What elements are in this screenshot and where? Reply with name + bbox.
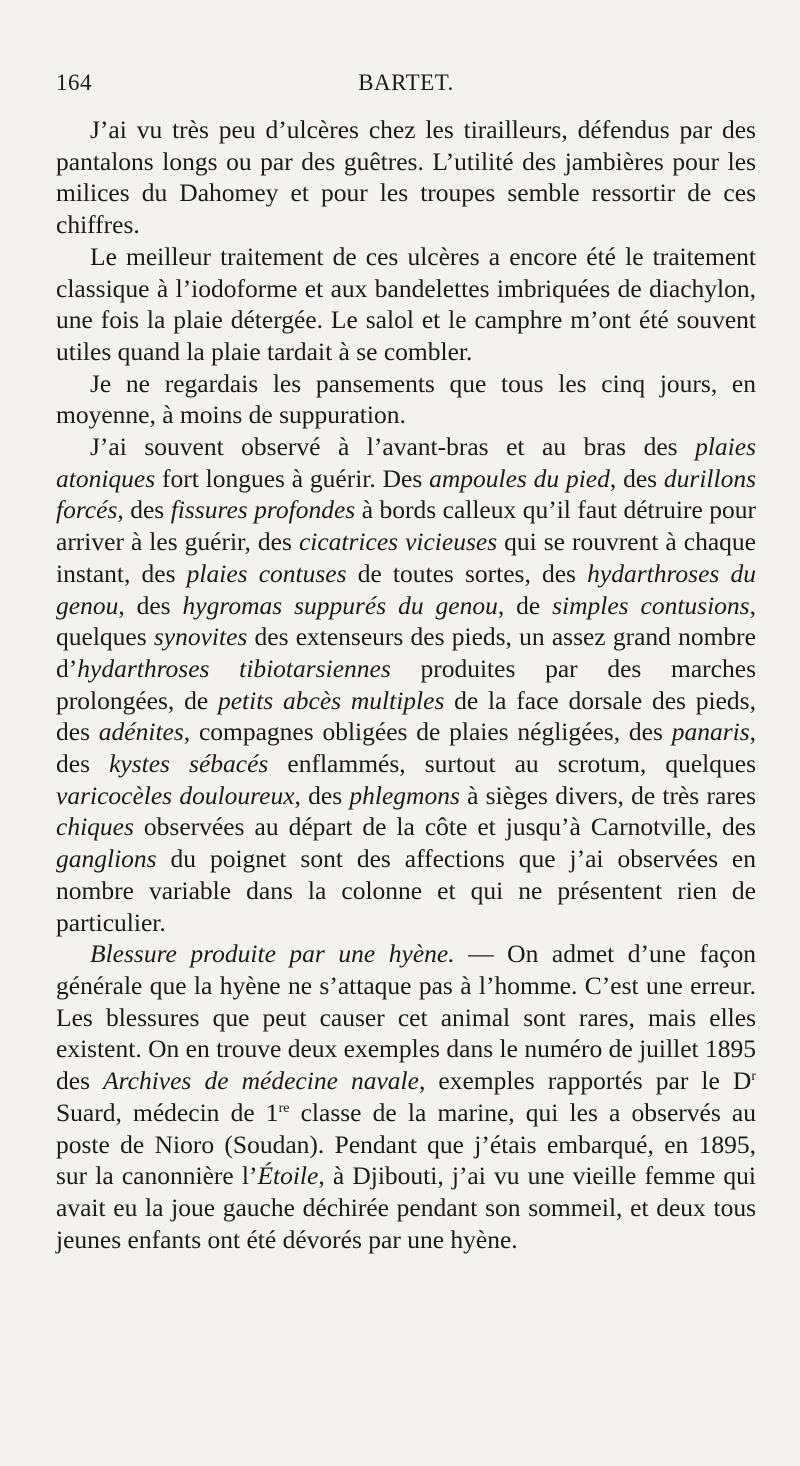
text-run: enflammés, surtout au scrotum, quelques xyxy=(268,749,756,779)
text-run: à bords calleux qu’il faut détruire pour arriver à les guérir, des xyxy=(56,495,756,557)
paragraph-2: Le meilleur traitement de ces ulcères a encore été le traitement classique à l’iodoforme et aux bandelettes imbriquées de diachylon, une fois la plaie détergée. Le salol et le camphre m’ont été souvent utiles quand la plaie tardait à se combler. xyxy=(56,241,756,366)
text-run: , compagnes obligées de plaies négligées, des xyxy=(183,717,672,747)
italic-term: petits abcès multiples xyxy=(217,685,445,715)
text-run: Suard, médecin de 1 xyxy=(56,1097,279,1127)
text-run: de la face dorsale des pieds, des xyxy=(56,685,756,747)
italic-term: hygromas suppurés du genou xyxy=(182,590,498,620)
paragraph-1: J’ai vu très peu d’ulcères chez les tirailleurs, défendus par des pantalons longs ou par des guêtres. L’utilité des jambières pour les milices du Dahomey et pour les troupes semble ressortir de ces chiffres. xyxy=(56,115,756,240)
text-run: , de xyxy=(497,590,553,620)
italic-term: durillons forcés xyxy=(56,463,756,525)
italic-term: plaies contuses xyxy=(186,558,347,588)
body-text xyxy=(56,114,756,1255)
italic-term: ganglions xyxy=(56,844,157,874)
italic-term: ampoules du pied xyxy=(429,463,610,493)
text-run: fort longues à guérir. Des xyxy=(155,463,430,493)
text-run: à sièges divers, de très rares xyxy=(459,780,756,810)
italic-term: varicocèles douloureux xyxy=(56,780,295,810)
text-run: produites par des marches prolongées, de xyxy=(56,653,756,715)
italic-term: adénites xyxy=(98,717,184,747)
text-run: — On admet d’une façon générale que la hyène ne s’attaque pas à l’homme. C’est une erreur. Les blessures que peut causer cet animal sont rares, mais elles existent. On en trouve deux exemples dans le numéro de juillet 1895 des xyxy=(56,939,756,1096)
italic-term: cicatrices vicieuses xyxy=(298,527,498,557)
text-run: qui se rouvrent à chaque instant, des xyxy=(56,527,756,588)
italic-term: synovites xyxy=(153,622,248,652)
text-run: , des xyxy=(294,780,350,810)
paragraph-4 xyxy=(56,431,756,938)
text-run: de toutes sortes, des xyxy=(346,558,588,588)
text-run: J’ai souvent observé à l’avant-bras et au bras des xyxy=(90,432,696,462)
italic-term: Étoile xyxy=(257,1161,319,1191)
italic-term: hydarthroses tibiotarsiennes xyxy=(77,653,391,683)
italic-term: phlegmons xyxy=(349,780,460,810)
running-title: BARTET. xyxy=(358,70,454,95)
paragraph-3: Je ne regardais les pansements que tous les cinq jours, en moyenne, à moins de suppuration. xyxy=(56,368,756,430)
superscript: re xyxy=(278,1100,290,1116)
text-run: , à Djibouti, j’ai vu une vieille femme qui avait eu la joue gauche déchirée pendant son sommeil, et deux tous jeunes enfants ont été dévorés par une hyène. xyxy=(56,1161,756,1254)
text-run: , des xyxy=(609,463,664,493)
paragraph-5 xyxy=(56,938,756,1255)
section-heading: Blessure produite par une hyène. xyxy=(90,939,455,969)
italic-term: simples contusions xyxy=(552,590,750,620)
italic-term: Archives de médecine navale xyxy=(103,1066,419,1096)
italic-term: chiques xyxy=(56,812,134,842)
text-run: observées au départ de la côte et jusqu’à Carnotville, des xyxy=(133,812,756,842)
text-run: classe de la marine, qui les a observés au poste de Nioro (Soudan). Pendant que j’étais embarqué, en 1895, sur la canonnière l’ xyxy=(56,1097,756,1191)
italic-term: hydarthroses du genou xyxy=(56,558,756,620)
italic-term: kystes sébacés xyxy=(109,749,269,779)
page-header xyxy=(56,70,756,106)
italic-term: fissures profondes xyxy=(170,495,356,525)
text-run: , des xyxy=(117,495,171,525)
text-run: , des xyxy=(56,717,756,779)
text-run: , quelques xyxy=(56,590,756,652)
text-run: des extenseurs des pieds, un assez grand nombre d’ xyxy=(56,622,756,683)
superscript: r xyxy=(751,1069,757,1085)
text-run: du poignet sont des affections que j’ai observées en nombre variable dans la colonne et qui ne présentent rien de particulier. xyxy=(56,844,756,937)
text-run: , des xyxy=(118,590,183,620)
page-number: 164 xyxy=(56,70,92,95)
text-run: , exemples rapportés par le D xyxy=(418,1066,752,1096)
italic-term: panaris xyxy=(671,717,750,747)
italic-term: plaies atoniques xyxy=(56,432,756,493)
